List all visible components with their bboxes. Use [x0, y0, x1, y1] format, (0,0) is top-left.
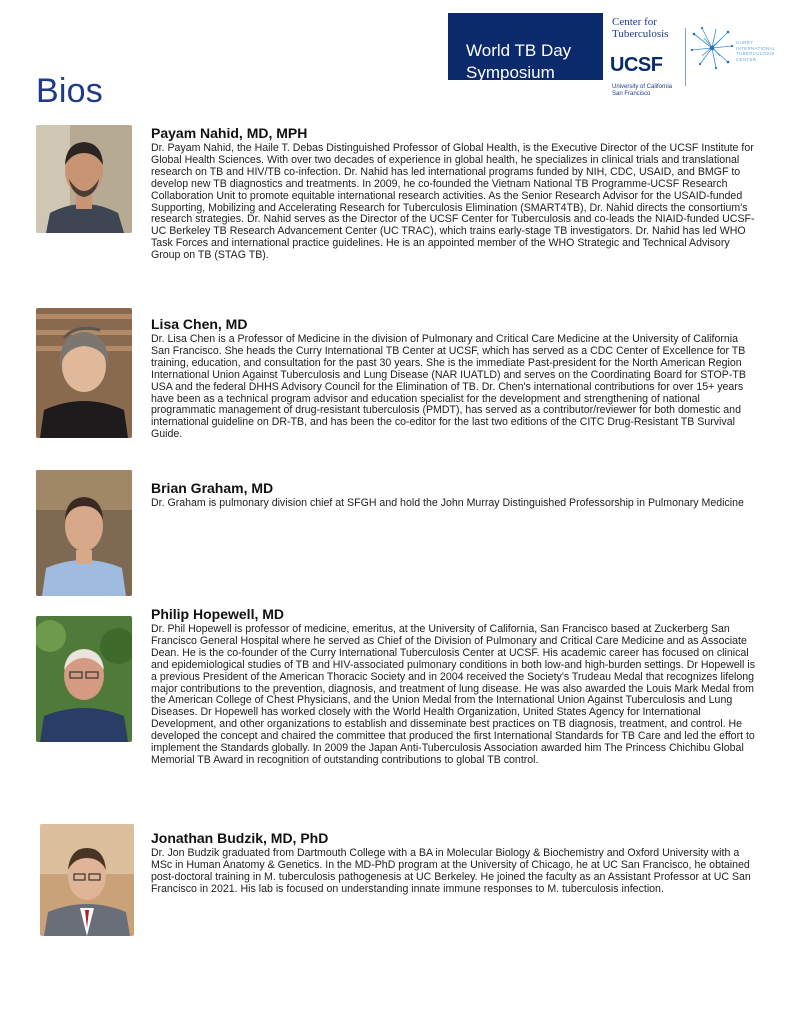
portrait-photo: [36, 125, 132, 233]
portrait-photo: [36, 470, 132, 596]
portrait-icon: [36, 308, 132, 438]
bio-description: Dr. Graham is pulmonary division chief at SFGH and hold the John Murray Distinguished Professorship in Pulmonary Medicine: [151, 497, 744, 509]
event-title-line2: Symposium: [466, 63, 555, 82]
page-title: Bios: [36, 72, 103, 110]
portrait-icon: [36, 470, 132, 596]
bio-description: Dr. Lisa Chen is a Professor of Medicine in the division of Pulmonary and Critical Care Medicine at the University of California San Francisco. She heads the Curry International TB Center at UCSF, which has served as a CDC Center of Excellence for TB training, education, and consultation for the past 30 years. She is the immediate Past-president for the North American Region International Union Against Tuberculosis and Lung Disease (NAR IUATLD) and serves on the Coordinating Board for STOP-TB USA and the federal DHHS Advisory Council for the Elimination of TB. Dr. Chen's international contributions for over 15+ years have been as a technical program advisor and education specialist for the development and strengthening of national programmatic management of drug-resistant tuberculosis (PMDT), has served as a contributor/reviewer for both domestic and international guideline on DR-TB, and has been the co-editor for the last two editions of the CITC Drug-Resistant TB Survival Guide.: [151, 333, 746, 441]
portrait-icon: [36, 616, 132, 742]
event-banner: [448, 13, 603, 80]
ucsf-logo: UCSF: [610, 54, 663, 76]
portrait-photo: [36, 616, 132, 742]
portrait-photo: [36, 308, 132, 438]
bio-description: Dr. Jon Budzik graduated from Dartmouth College with a BA in Molecular Biology & Biochemistry and Oxford University with a MSc in Human Anatomy & Genetics. In the MD-PhD program at the University of Chicago, he at UC San Francisco, he obtained post-doctoral training in M. tuberculosis pathogenesis at UC Berkeley. He joined the faculty as an Assistant Professor at UC San Francisco in 2021. His lab is focused on understanding innate immune responses to M. tuberculosis infection.: [151, 847, 751, 895]
bio-name: Payam Nahid, MD, MPH: [151, 125, 308, 141]
organization-logos: [610, 16, 780, 98]
portrait-icon: [36, 125, 132, 233]
ucsf-logo-subtitle: University of California San Francisco: [612, 84, 673, 97]
bio-description: Dr. Payam Nahid, the Haile T. Debas Distinguished Professor of Global Health, is the Executive Director of the UCSF Institute for Global Health Sciences. With over two decades of experience in global health, he specializes in clinical trials and translational research on TB and HIV/TB co-infection. Dr. Nahid has led international programs funded by NIH, CDC, USAID, and BMGF to develop new TB diagnostics and treatments. In 2009, he co-founded the Vietnam National TB Programme-UCSF Research Collaboration Unit to promote equitable international research activities. As the Senior Research Advisor for the USAID-funded Supporting, Mobilizing and Accelerating Research for Tuberculosis Elimination (SMART4TB), Dr. Nahid directs the consortium's research strategies. Dr. Nahid serves as the Director of the UCSF Center for Tuberculosis and co-leads the NIAID-funded UCSF-UC Berkeley TB Research Advancement Center (UC TRAC), which trains early-stage TB investigators. Dr. Nahid has led WHO Task Forces and international practice guidelines. He is an appointed member of the WHO Strategic and Technical Advisory Group on TB (STAG TB).: [151, 142, 755, 262]
bio-name: Philip Hopewell, MD: [151, 606, 285, 622]
bio-description: Dr. Phil Hopewell is professor of medicine, emeritus, at the University of California, San Francisco based at Zuckerberg San Francisco General Hospital where he served as Chief of the Division of Pulmonary and Critical Care Medicine and as Associate Dean. He is the co-founder of the Curry International Tuberculosis Center at UCSF. His academic career has focused on clinical and epidemiological studies of TB and HIV-associated pulmonary conditions in both low-and high-burden settings. Dr Hopewell is a previous President of the American Thoracic Society and in 2004 received the Society's Trudeau Medal that recognizes lifelong major contributions to the prevention, diagnosis, and treatment of lung disease. He was also awarded the Louis Mark Medal from the American College of Chest Physicians, and the Union Medal from the International Union Against Tuberculosis and Lung Diseases. Dr Hopewell has worked closely with the World Health Organization, United States Agency for International Development, and other organizations to establish and disseminate best practices on TB diagnosis, treatment, and control. He developed the concept and chaired the committee that produced the first International Standards for TB Care and led the effort to implement the Standards globally. In 2009 the Japan Anti-Tuberculosis Association awarded him The Princess Chichibu Global Memorial TB Award in recognition of outstanding contributions to global TB control.: [151, 623, 755, 766]
bio-name: Lisa Chen, MD: [151, 316, 248, 332]
bio-name: Jonathan Budzik, MD, PhD: [151, 830, 329, 846]
portrait-icon: [40, 824, 134, 936]
center-for-tb-logo-text: Center for Tuberculosis: [612, 16, 669, 40]
logo-divider: [685, 28, 686, 86]
event-title-line1: World TB Day: [466, 41, 572, 60]
curry-center-logo-text: CURRY INTERNATIONAL TUBERCULOSIS CENTER: [736, 40, 776, 62]
portrait-photo: [40, 824, 134, 936]
curry-center-starburst-icon: [690, 26, 734, 70]
bio-name: Brian Graham, MD: [151, 480, 274, 496]
